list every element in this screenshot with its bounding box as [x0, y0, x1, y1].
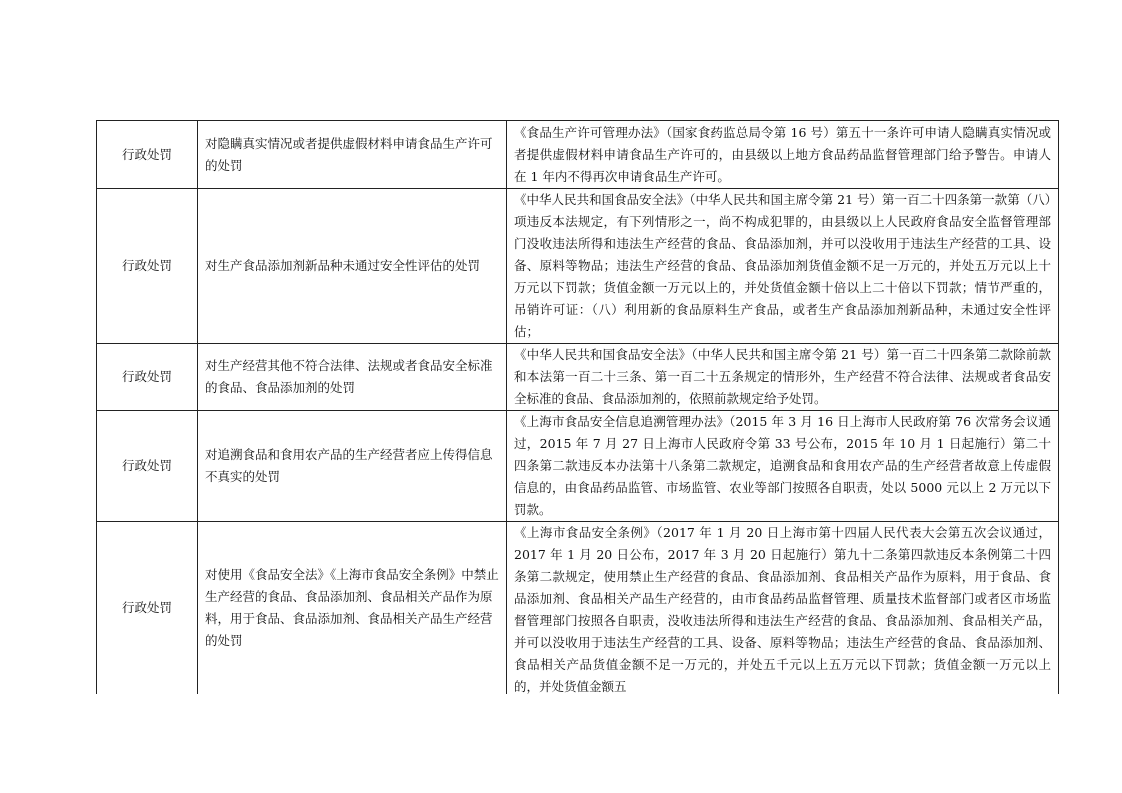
table-row [97, 522, 1059, 695]
basis-cell: 《食品生产许可管理办法》（国家食药监总局令第 16 号）第五十一条许可申请人隐瞒真实情况或者提供虚假材料申请食品生产许可的，由县级以上地方食品药品监督管理部门给予警告。申请人在 1 年内不得再次申请食品生产许可。 [507, 121, 1059, 189]
category-cell: 行政处罚 [97, 189, 198, 344]
table-row [97, 411, 1059, 522]
table-row [97, 121, 1059, 189]
category-cell: 行政处罚 [97, 121, 198, 189]
penalty-table [96, 120, 1059, 694]
basis-cell: 《中华人民共和国食品安全法》（中华人民共和国主席令第 21 号）第一百二十四条第一款第（八）项违反本法规定，有下列情形之一，尚不构成犯罪的，由县级以上人民政府食品安全监督管理部门没收违法所得和违法生产经营的食品、食品添加剂，并可以没收用于违法生产经营的工具、设备、原料等物品；违法生产经营的食品、食品添加剂货值金额不足一万元的，并处五万元以上十万元以下罚款；货值金额一万元以上的，并处货值金额十倍以上二十倍以下罚款；情节严重的，吊销许可证：（八）利用新的食品原料生产食品，或者生产食品添加剂新品种，未通过安全性评估； [507, 189, 1059, 344]
item-cell: 对生产食品添加剂新品种未通过安全性评估的处罚 [198, 189, 507, 344]
category-cell: 行政处罚 [97, 344, 198, 411]
item-cell: 对追溯食品和食用农产品的生产经营者应上传得信息不真实的处罚 [198, 411, 507, 522]
category-cell: 行政处罚 [97, 411, 198, 522]
basis-cell: 《上海市食品安全信息追溯管理办法》（2015 年 3 月 16 日上海市人民政府第 76 次常务会议通过，2015 年 7 月 27 日上海市人民政府令第 33 号公布，2015 年 10 月 1 日起施行）第二十四条第二款违反本办法第十八条第二款规定，追溯食品和食用农产品的生产经营者故意上传虚假信息的，由食品药品监管、市场监管、农业等部门按照各自职责，处以 5000 元以上 2 万元以下罚款。 [507, 411, 1059, 522]
item-cell: 对生产经营其他不符合法律、法规或者食品安全标准的食品、食品添加剂的处罚 [198, 344, 507, 411]
basis-cell: 《中华人民共和国食品安全法》（中华人民共和国主席令第 21 号）第一百二十四条第二款除前款和本法第一百二十三条、第一百二十五条规定的情形外，生产经营不符合法律、法规或者食品安全标准的食品、食品添加剂的，依照前款规定给予处罚。 [507, 344, 1059, 411]
table-row [97, 344, 1059, 411]
item-cell: 对隐瞒真实情况或者提供虚假材料申请食品生产许可的处罚 [198, 121, 507, 189]
category-cell: 行政处罚 [97, 522, 198, 695]
item-cell: 对使用《食品安全法》《上海市食品安全条例》中禁止生产经营的食品、食品添加剂、食品相关产品作为原料，用于食品、食品添加剂、食品相关产品生产经营的处罚 [198, 522, 507, 695]
table-row [97, 189, 1059, 344]
basis-cell: 《上海市食品安全条例》（2017 年 1 月 20 日上海市第十四届人民代表大会第五次会议通过，2017 年 1 月 20 日公布，2017 年 3 月 20 日起施行）第九十二条第四款违反本条例第二十四条第二款规定，使用禁止生产经营的食品、食品添加剂、食品相关产品作为原料，用于食品、食品添加剂、食品相关产品生产经营的，由市食品药品监督管理、质量技术监督部门或者区市场监督管理部门按照各自职责，没收违法所得和违法生产经营的食品、食品添加剂、食品相关产品，并可以没收用于违法生产经营的工具、设备、原料等物品；违法生产经营的食品、食品添加剂、食品相关产品货值金额不足一万元的，并处五千元以上五万元以下罚款；货值金额一万元以上的，并处货值金额五 [507, 522, 1059, 695]
